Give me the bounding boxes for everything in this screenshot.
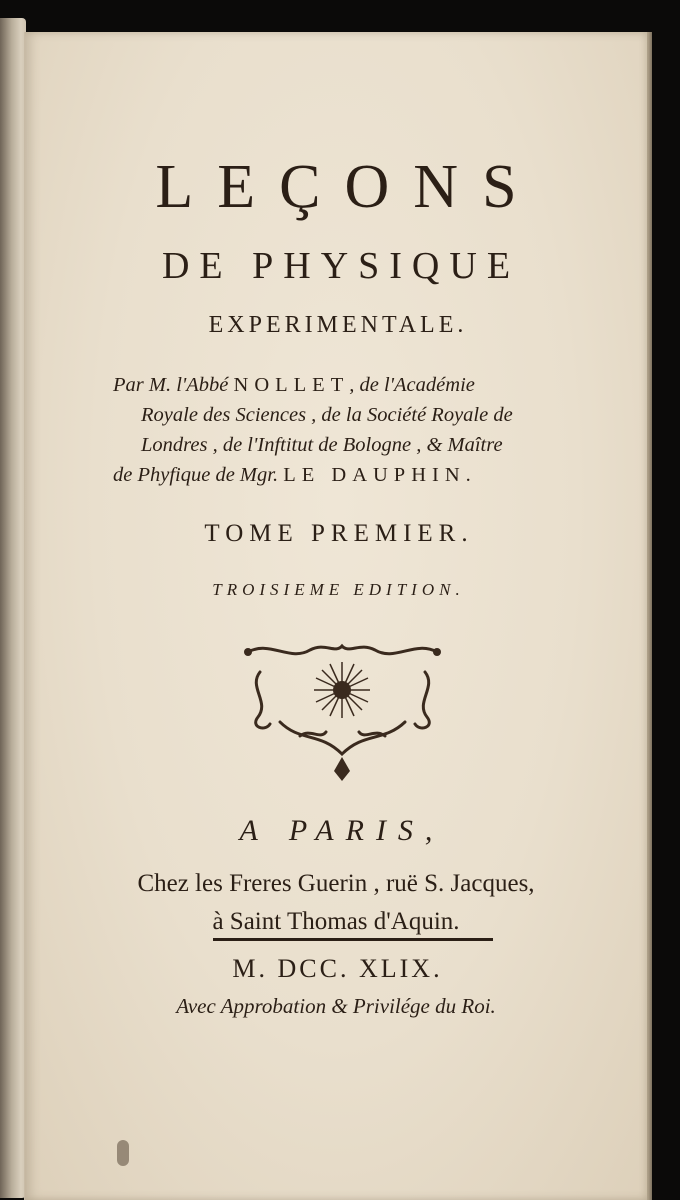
edition-label: TROISIEME EDITION. <box>212 580 465 599</box>
author-statement <box>113 370 593 490</box>
volume-label: TOME PREMIER. <box>204 520 474 547</box>
title-line-3: EXPERIMENTALE. <box>208 312 468 338</box>
publisher-line-1: Chez les Freres Guerin , ruë S. Jacques, <box>137 870 535 897</box>
patron-prefix: de Phyfique de Mgr. <box>113 464 279 486</box>
author-prefix: Par M. l'Abbé <box>113 374 229 396</box>
author-affiliation-start: , de l'Académie <box>349 374 475 396</box>
imprint-rule <box>213 938 493 941</box>
author-line-4 <box>113 460 593 490</box>
patron-name: LE DAUPHIN. <box>283 464 477 486</box>
book-spine <box>0 18 26 1198</box>
author-name: NOLLET <box>233 374 350 396</box>
privilege-statement: Avec Approbation & Privilége du Roi. <box>176 994 496 1018</box>
publisher-line-2: à Saint Thomas d'Aquin. <box>212 908 460 935</box>
title-line-1: LEÇONS <box>155 153 541 221</box>
author-line-1 <box>113 370 593 400</box>
paper-stain <box>117 1140 129 1166</box>
author-line-3: Londres , de l'Inftitut de Bologne , & Maître <box>141 434 503 456</box>
title-line-2: DE PHYSIQUE <box>161 245 521 287</box>
printers-ornament <box>230 632 455 792</box>
imprint-place: A PARIS, <box>239 814 445 847</box>
title-page <box>24 32 647 1200</box>
imprint-date: M. DCC. XLIX. <box>232 954 443 983</box>
author-line-2: Royale des Sciences , de la Société Royale de <box>141 404 513 426</box>
